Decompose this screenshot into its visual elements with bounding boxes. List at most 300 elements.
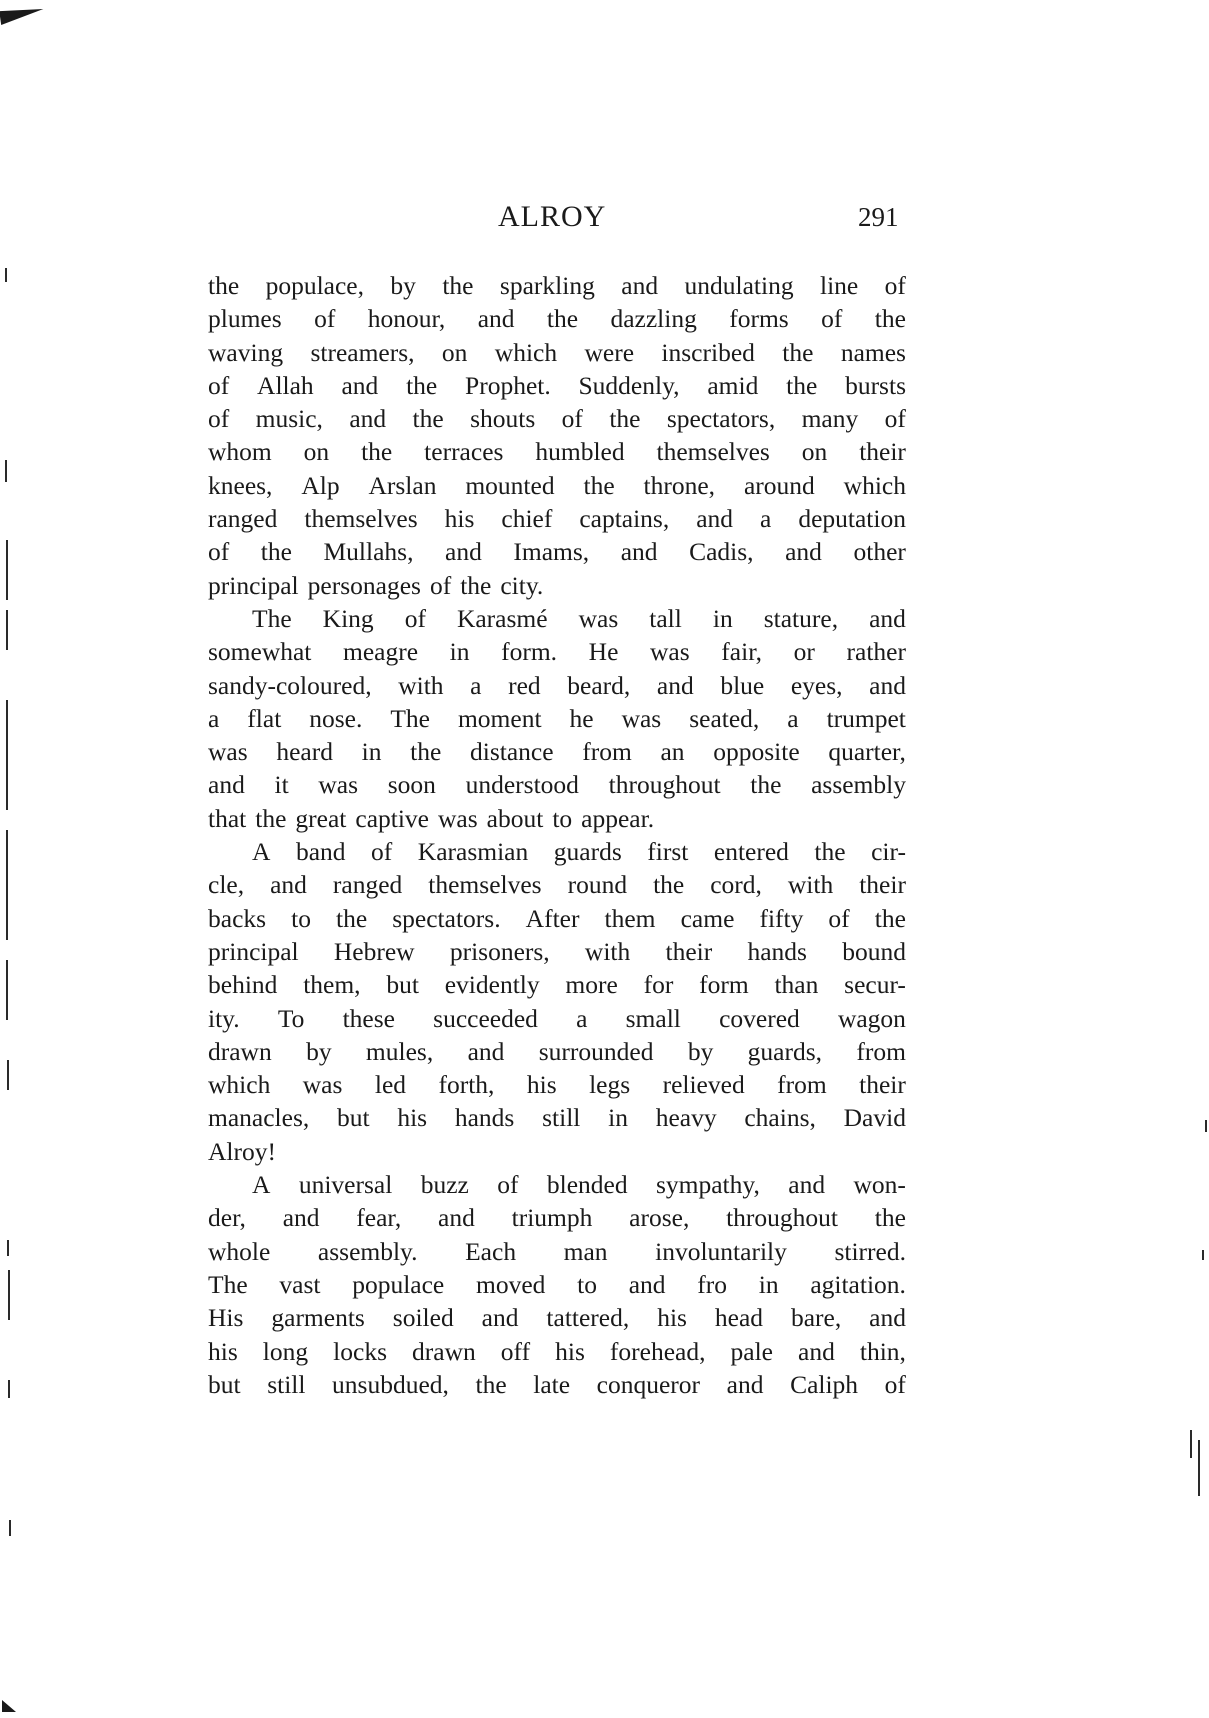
word: bound — [842, 936, 906, 966]
word: heard — [276, 737, 333, 767]
word: tall — [649, 603, 682, 633]
word: Arslan — [368, 470, 437, 500]
word: to — [552, 803, 573, 833]
word: populace, — [265, 271, 364, 300]
word: was — [650, 637, 690, 667]
scan-margin-mark — [5, 460, 7, 482]
word: his — [397, 1103, 428, 1133]
word: chains, — [744, 1103, 816, 1133]
word: for — [643, 970, 674, 1000]
word: a — [470, 670, 482, 700]
word: opposite — [713, 737, 800, 767]
word: and — [445, 537, 482, 567]
word: about — [486, 803, 544, 833]
word: red — [508, 670, 541, 700]
word: vast — [279, 1269, 321, 1299]
word: manacles, — [208, 1103, 310, 1133]
word: and — [656, 670, 694, 700]
word: form — [699, 970, 749, 1000]
word: garments — [271, 1303, 365, 1333]
word: head — [714, 1303, 764, 1333]
word: rather — [846, 637, 906, 667]
word: backs — [208, 903, 267, 933]
word: by — [390, 271, 416, 300]
word: forth, — [438, 1070, 495, 1100]
text-line — [208, 336, 906, 369]
word: throughout — [608, 770, 721, 800]
word: whom — [208, 437, 272, 467]
word: the — [874, 1203, 906, 1233]
scan-corner-mark — [0, 5, 45, 25]
word: Each — [465, 1236, 517, 1266]
word: the — [874, 903, 906, 933]
word: a — [760, 504, 772, 534]
word: the — [546, 304, 579, 334]
word: fear, — [356, 1203, 402, 1233]
word: inscribed — [661, 337, 755, 367]
word: names — [840, 337, 906, 367]
scan-margin-mark — [1198, 1440, 1200, 1496]
word: the — [750, 770, 782, 800]
word: The — [390, 703, 430, 733]
word: the — [786, 370, 818, 400]
scan-margin-mark — [5, 268, 7, 282]
word: fifty — [759, 903, 804, 933]
word: won- — [853, 1170, 906, 1200]
word: involuntarily — [655, 1236, 787, 1266]
word: which — [208, 1070, 271, 1100]
word: evidently — [444, 970, 540, 1000]
word: cir- — [871, 837, 906, 867]
text-line — [208, 469, 906, 502]
word: assembly. — [317, 1236, 418, 1266]
word: guards — [553, 837, 622, 867]
word: The — [252, 603, 292, 633]
word: and — [785, 537, 822, 567]
text-line — [208, 835, 906, 868]
word: populace — [352, 1269, 445, 1299]
word: moment — [457, 703, 542, 733]
text-line — [208, 435, 906, 468]
word: cle, — [208, 870, 245, 900]
word: fair, — [721, 637, 763, 667]
word: and — [788, 1170, 826, 1200]
word: and — [798, 1336, 835, 1366]
text-line — [208, 1201, 906, 1234]
text-line — [208, 902, 906, 935]
text-line — [208, 702, 906, 735]
word: shouts — [470, 404, 536, 434]
word: ranged — [208, 504, 278, 534]
word: Mullahs, — [323, 537, 414, 567]
word: throughout — [726, 1203, 839, 1233]
word: and — [208, 770, 245, 800]
word: fro — [697, 1269, 727, 1299]
text-line — [208, 968, 906, 1001]
text-line — [208, 735, 906, 768]
word: and — [621, 271, 659, 300]
word: pale — [730, 1336, 773, 1366]
word: streamers, — [310, 337, 415, 367]
word: mules, — [365, 1036, 434, 1066]
word: personages — [307, 570, 421, 600]
text-line — [208, 1101, 906, 1134]
word: dazzling — [610, 304, 697, 334]
word: covered — [719, 1003, 800, 1033]
scan-margin-mark — [1205, 1120, 1207, 1132]
word: heavy — [655, 1103, 717, 1133]
text-line — [208, 1168, 906, 1201]
scan-margin-mark — [8, 1380, 10, 1398]
word: his — [444, 504, 475, 534]
word: of — [208, 404, 230, 434]
word: of — [561, 404, 583, 434]
word: with — [584, 936, 631, 966]
word: conqueror — [596, 1369, 701, 1399]
word: of — [884, 271, 906, 300]
running-title: ALROY — [498, 200, 607, 233]
word: guards, — [747, 1036, 823, 1066]
word: the — [255, 803, 287, 833]
word: and — [438, 1203, 475, 1233]
word: unsubdued, — [332, 1369, 449, 1399]
scan-margin-mark — [1190, 1430, 1192, 1458]
word: terraces — [424, 437, 504, 467]
word: A — [252, 1170, 271, 1200]
word: with — [398, 670, 444, 700]
word: the — [336, 903, 368, 933]
word: seated, — [689, 703, 760, 733]
word: amid — [707, 370, 759, 400]
word: came — [680, 903, 735, 933]
word: and — [341, 370, 379, 400]
word: quarter, — [828, 737, 906, 767]
word: triumph — [511, 1203, 593, 1233]
word: His — [208, 1303, 244, 1333]
word: from — [777, 1070, 827, 1100]
word: and — [869, 603, 906, 633]
word: man — [563, 1236, 608, 1266]
word: forehead, — [609, 1336, 706, 1366]
text-line — [208, 302, 906, 335]
text-line — [208, 502, 906, 535]
text-line — [208, 802, 906, 835]
word: To — [277, 1003, 305, 1033]
word: on — [303, 437, 330, 467]
word: ity. — [208, 1003, 240, 1033]
word: late — [533, 1369, 571, 1399]
scan-corner-mark-bottom — [2, 1700, 16, 1712]
word: bare, — [790, 1303, 842, 1333]
word: in — [449, 637, 470, 667]
text-line — [208, 602, 906, 635]
word: Hebrew — [333, 936, 415, 966]
word: of — [314, 304, 336, 334]
scan-margin-mark — [6, 540, 8, 600]
text-line — [208, 1068, 906, 1101]
word: the — [410, 737, 442, 767]
word: them, — [303, 970, 361, 1000]
word: behind — [208, 970, 278, 1000]
word: deputation — [798, 504, 906, 534]
word: in — [361, 737, 382, 767]
word: sandy-coloured, — [208, 670, 372, 700]
word: with — [787, 870, 834, 900]
word: the — [782, 337, 814, 367]
word: bursts — [845, 370, 906, 400]
scan-margin-mark — [7, 1060, 9, 1090]
word: led — [374, 1070, 407, 1100]
word: hands — [454, 1103, 515, 1133]
word: he — [569, 703, 594, 733]
text-line — [208, 369, 906, 402]
word: but — [386, 970, 419, 1000]
text-line — [208, 535, 906, 568]
word: themselves — [304, 504, 418, 534]
word: from — [856, 1036, 906, 1066]
word: the — [260, 537, 292, 567]
scan-margin-mark — [6, 960, 8, 1020]
body-text — [208, 269, 906, 1401]
word: his — [555, 1336, 585, 1366]
word: Imams, — [513, 537, 590, 567]
word: band — [295, 837, 346, 867]
word: in — [712, 603, 733, 633]
word: and — [481, 1303, 519, 1333]
word: locks — [333, 1336, 387, 1366]
word: the — [406, 370, 438, 400]
word: form. — [501, 637, 558, 667]
word: was — [208, 737, 248, 767]
word: and — [467, 1036, 505, 1066]
word: their — [665, 936, 713, 966]
word: than — [774, 970, 819, 1000]
word: of — [828, 903, 850, 933]
word: the — [653, 870, 685, 900]
word: more — [565, 970, 618, 1000]
word: tattered, — [546, 1303, 630, 1333]
word: humbled — [535, 437, 625, 467]
word: distance — [470, 737, 554, 767]
word: understood — [465, 770, 579, 800]
word: a — [787, 703, 799, 733]
word: of — [497, 1170, 519, 1200]
word: principal — [208, 570, 299, 600]
word: was — [318, 770, 359, 800]
text-line — [208, 1268, 906, 1301]
word: thin, — [859, 1336, 906, 1366]
word: on — [441, 337, 468, 367]
word: his — [208, 1336, 238, 1366]
word: ranged — [332, 870, 403, 900]
word: of — [371, 837, 393, 867]
word: succeeded — [433, 1003, 538, 1033]
word: eyes, — [790, 670, 843, 700]
word: nose. — [309, 703, 363, 733]
word: in — [758, 1269, 779, 1299]
word: sympathy, — [655, 1170, 760, 1200]
word: them — [604, 903, 656, 933]
word: spectators, — [666, 404, 776, 434]
word: plumes — [208, 304, 282, 334]
word: relieved — [662, 1070, 745, 1100]
word: waving — [208, 337, 284, 367]
word: arose, — [629, 1203, 690, 1233]
word: which — [494, 337, 558, 367]
word: flat — [247, 703, 282, 733]
word: moved — [475, 1269, 546, 1299]
word: Prophet. — [465, 370, 551, 400]
word: the — [609, 404, 641, 434]
word: the — [874, 304, 906, 334]
word: meagre — [343, 637, 419, 667]
word: still — [542, 1103, 581, 1133]
page-number: 291 — [858, 202, 899, 232]
word: principal — [208, 936, 299, 966]
word: the — [475, 1369, 507, 1399]
word: an — [660, 737, 685, 767]
word: agitation. — [810, 1269, 906, 1299]
text-line — [208, 569, 906, 602]
word: entered — [713, 837, 789, 867]
word: their — [859, 437, 906, 467]
scan-margin-mark — [8, 1270, 10, 1320]
word: great — [295, 803, 347, 833]
text-line — [208, 1301, 906, 1334]
word: and — [477, 304, 515, 334]
word: and — [869, 1303, 906, 1333]
word: prisoners, — [449, 936, 550, 966]
word: the — [583, 470, 615, 500]
scan-margin-mark — [1202, 1250, 1204, 1260]
word: was — [438, 803, 478, 833]
word: soiled — [392, 1303, 454, 1333]
word: of — [208, 370, 230, 400]
word: and — [726, 1369, 764, 1399]
word: whole — [208, 1236, 271, 1266]
word: honour, — [367, 304, 446, 334]
word: of — [208, 537, 230, 567]
word: were — [584, 337, 635, 367]
word: by — [687, 1036, 714, 1066]
word: around — [743, 470, 815, 500]
word: many — [801, 404, 859, 434]
word: captains, — [579, 504, 670, 534]
text-line — [208, 1235, 906, 1268]
scan-margin-mark — [9, 1520, 11, 1536]
text-line — [208, 1335, 906, 1368]
word: it — [274, 770, 289, 800]
word: other — [853, 537, 906, 567]
scan-margin-mark — [6, 700, 8, 810]
word: which — [843, 470, 906, 500]
scan-margin-mark — [6, 830, 8, 940]
word: first — [647, 837, 689, 867]
word: small — [625, 1003, 681, 1033]
word: spectators. — [392, 903, 501, 933]
word: buzz — [420, 1170, 469, 1200]
word: but — [208, 1369, 241, 1399]
word: universal — [298, 1170, 393, 1200]
word: A — [252, 837, 271, 867]
word: wagon — [837, 1003, 906, 1033]
word: the — [361, 437, 393, 467]
word: throne, — [643, 470, 716, 500]
word: David — [843, 1103, 906, 1133]
word: but — [337, 1103, 370, 1133]
text-line — [208, 402, 906, 435]
word: that — [208, 803, 247, 833]
word: knees, — [208, 470, 273, 500]
text-line — [208, 269, 906, 302]
word: legs — [589, 1070, 631, 1100]
word: assembly — [811, 770, 906, 800]
word: the — [814, 837, 846, 867]
word: stirred. — [834, 1236, 906, 1266]
word: Karasmian — [417, 837, 529, 867]
word: drawn — [412, 1336, 476, 1366]
word: of — [884, 1369, 906, 1399]
running-head — [0, 200, 1209, 240]
word: of — [404, 603, 426, 633]
word: the — [412, 404, 444, 434]
word: a — [576, 1003, 588, 1033]
word: appear. — [581, 803, 655, 833]
word: of — [821, 304, 843, 334]
word: hands — [747, 936, 807, 966]
word: mounted — [465, 470, 555, 500]
word: his — [526, 1070, 557, 1100]
word: their — [859, 870, 906, 900]
word: captive — [355, 803, 429, 833]
word: and — [620, 537, 658, 567]
word: The — [208, 1269, 248, 1299]
word: the — [442, 271, 474, 300]
word: Alroy! — [208, 1136, 276, 1166]
word: Cadis, — [689, 537, 754, 567]
word: trumpet — [826, 703, 906, 733]
word: or — [793, 637, 815, 667]
word: these — [342, 1003, 395, 1033]
word: was — [302, 1070, 343, 1100]
scan-margin-mark — [6, 610, 8, 650]
text-line — [208, 868, 906, 901]
word: off — [500, 1336, 531, 1366]
word: somewhat — [208, 637, 312, 667]
word: of — [429, 570, 452, 600]
word: from — [582, 737, 632, 767]
word: and — [869, 670, 906, 700]
word: and — [628, 1269, 666, 1299]
word: was — [621, 703, 662, 733]
word: stature, — [763, 603, 839, 633]
word: the — [460, 570, 492, 600]
word: in — [608, 1103, 628, 1133]
word: and — [696, 504, 734, 534]
word: to — [577, 1269, 597, 1299]
scan-margin-mark — [7, 1240, 9, 1256]
word: Alp — [301, 470, 340, 500]
word: blended — [546, 1170, 628, 1200]
word: blue — [720, 670, 765, 700]
word: forms — [729, 304, 789, 334]
word: themselves — [656, 437, 770, 467]
text-line — [208, 768, 906, 801]
word: on — [801, 437, 828, 467]
word: drawn — [208, 1036, 272, 1066]
word: to — [291, 903, 311, 933]
word: city. — [500, 570, 544, 600]
